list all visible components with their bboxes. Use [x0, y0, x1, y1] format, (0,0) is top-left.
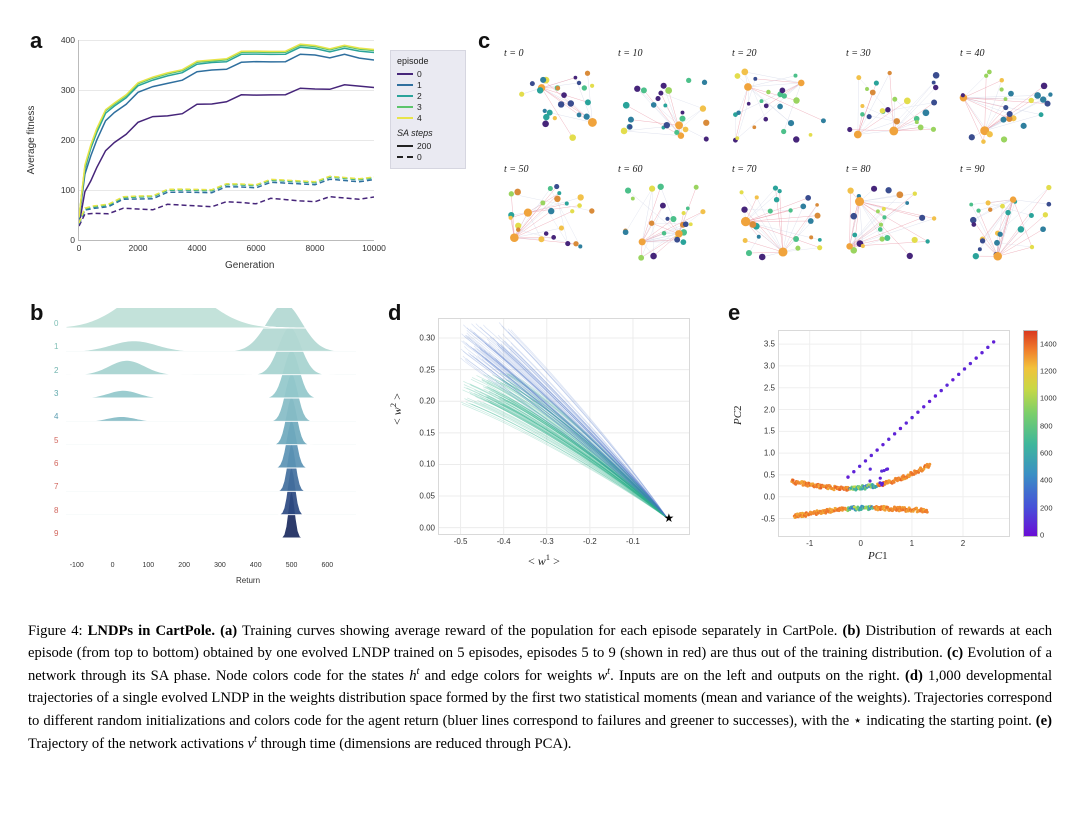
- panel-e-ytick: 1.5: [763, 426, 775, 436]
- panel-b-row-label: 4: [54, 412, 59, 422]
- legend-label: 3: [417, 102, 422, 112]
- legend-item-episode-1: [397, 80, 459, 90]
- panel-d-ytick: 0.20: [419, 396, 435, 406]
- colorbar-tick: 0: [1040, 530, 1045, 540]
- panel-a-ytick: 100: [60, 185, 75, 195]
- panel-e-ytick: 3.0: [763, 361, 775, 371]
- network-graph: [726, 62, 832, 150]
- panel-b-xlabel: Return: [236, 576, 261, 585]
- network-frame: [840, 164, 946, 268]
- panel-b-xtick: -100: [69, 562, 84, 569]
- network-graph: [840, 178, 946, 266]
- panel-a-ytick: 300: [60, 85, 75, 95]
- legend-title-sa-steps: SA steps: [397, 128, 433, 138]
- panel-b-row-label: 7: [54, 482, 59, 492]
- panel-b-row-label: 5: [54, 435, 59, 445]
- panel-b-plot: [54, 308, 356, 585]
- panel-b-xtick: 200: [178, 562, 190, 569]
- colorbar-tick: 800: [1040, 421, 1053, 431]
- panel-b-row-label: 0: [54, 319, 59, 328]
- legend-item-sa-0: [397, 152, 459, 162]
- caption-label: Figure 4:: [28, 623, 83, 639]
- caption-c: (c) Evolution of a network through its SA phase. Node colors code for the states $h^t$ and edge colors for weights $w^t$. Inputs are on the left and outputs on the right.: [28, 645, 1052, 685]
- panel-d-ylabel: < $w^2$ >: [388, 393, 404, 425]
- panel-b-ridges: [66, 308, 356, 558]
- network-graph: [612, 62, 718, 150]
- legend-item-episode-0: [397, 69, 459, 79]
- panel-d-xtick: -0.3: [539, 537, 554, 546]
- figure-caption: [28, 620, 1052, 755]
- network-frame: [612, 48, 718, 152]
- colorbar-tick: 400: [1040, 475, 1053, 485]
- panel-b-row-label: 2: [54, 365, 59, 375]
- legend-label: 2: [417, 91, 422, 101]
- network-frame-label: t = 20: [732, 48, 757, 59]
- panel-a-ylabel: Average fitness: [26, 105, 37, 175]
- panel-d-ytick: 0.25: [419, 365, 435, 375]
- colorbar-tick: 600: [1040, 448, 1053, 458]
- panel-e-ytick: 2.5: [763, 383, 775, 393]
- panel-e-letter: e: [728, 300, 741, 325]
- panel-e-ytick: 0.5: [763, 470, 775, 480]
- panel-e-ytick: -0.5: [761, 514, 775, 524]
- legend-item-episode-3: [397, 102, 459, 112]
- legend-label: 0: [417, 152, 422, 162]
- caption-a: (a) Training curves showing average reward of the population for each episode separately in CartPole.: [220, 623, 838, 639]
- network-graph: [840, 62, 946, 150]
- colorbar-tick: 200: [1040, 503, 1053, 513]
- network-frame-label: t = 90: [960, 164, 985, 175]
- network-frame: [726, 164, 832, 268]
- network-frame-label: t = 80: [846, 164, 871, 175]
- network-frame: [726, 48, 832, 152]
- panel-d: [378, 300, 708, 595]
- panel-a-xtick: 2000: [128, 243, 148, 253]
- network-frame: [498, 48, 604, 152]
- network-graph: [498, 62, 604, 150]
- panel-a: [20, 28, 460, 278]
- panel-d-ytick: 0.15: [419, 428, 435, 438]
- panel-a-ytick: 400: [60, 35, 75, 45]
- panel-b-xtick: 300: [214, 562, 226, 569]
- panel-b-xtick: 100: [142, 562, 155, 569]
- panel-d-letter: d: [388, 300, 402, 325]
- panel-e-ylabel: PC2: [732, 405, 744, 425]
- network-frame-label: t = 50: [504, 164, 529, 175]
- panel-e-xtick: 1: [909, 539, 915, 548]
- panel-d-ytick: 0.00: [419, 523, 435, 533]
- network-frame-label: t = 10: [618, 48, 643, 59]
- panel-d-xtick: -0.5: [453, 537, 468, 546]
- legend-swatch: [397, 84, 413, 87]
- network-graph: [954, 62, 1060, 150]
- panel-d-xlabel: < $w^1$ >: [528, 552, 560, 568]
- panel-a-plot: [60, 35, 386, 253]
- legend-label: 200: [417, 141, 432, 151]
- colorbar-tick: 1200: [1040, 366, 1057, 376]
- panel-d-ytick: 0.30: [419, 333, 435, 343]
- panel-a-ytick: 0: [70, 235, 75, 245]
- panel-d-plot: [419, 318, 690, 546]
- legend-item-episode-2: [397, 91, 459, 101]
- panel-a-xtick: 10000: [362, 243, 386, 253]
- panel-b-row-label: 6: [54, 459, 59, 468]
- network-graph: [612, 178, 718, 266]
- panel-a-ytick: 200: [60, 135, 75, 145]
- network-frame: [612, 164, 718, 268]
- panel-e-plot: [761, 330, 1010, 548]
- panel-a-xtick: 0: [76, 243, 82, 253]
- network-frame: [954, 48, 1060, 152]
- panel-d-ytick: 0.05: [419, 491, 435, 501]
- panel-a-letter: a: [30, 28, 43, 53]
- legend-label: 0: [417, 69, 422, 79]
- panel-b-xtick: 500: [285, 562, 298, 569]
- network-frame-label: t = 70: [732, 164, 757, 175]
- panel-e-ytick: 2.0: [763, 405, 775, 414]
- caption-e: (e) Trajectory of the network activations $v^t$ through time (dimensions are reduced through PCA).: [28, 712, 1052, 752]
- panel-d-xtick: -0.1: [626, 537, 640, 546]
- legend-label: 4: [417, 113, 422, 123]
- panel-a-legend: [390, 50, 466, 169]
- network-frame-label: t = 60: [618, 164, 643, 175]
- legend-swatch: [397, 95, 413, 98]
- legend-swatch: [397, 156, 413, 158]
- panel-e-xlabel: PC1: [868, 550, 888, 562]
- panel-e-xtick: 2: [960, 539, 966, 548]
- network-frame: [954, 164, 1060, 268]
- panel-b-row-label: 3: [54, 389, 59, 398]
- panel-e-ytick: 1.0: [763, 448, 775, 458]
- panel-e-ytick: 3.5: [763, 339, 775, 349]
- network-graph: [726, 178, 832, 266]
- network-frame: [840, 48, 946, 152]
- network-frame-label: t = 0: [504, 48, 524, 59]
- panel-b-row-label: 9: [54, 529, 59, 538]
- network-graph: [954, 178, 1060, 266]
- network-graph: [498, 178, 604, 266]
- panel-a-xtick: 6000: [246, 243, 266, 253]
- network-frame-label: t = 30: [846, 48, 871, 59]
- panel-d-trajectories: [439, 319, 689, 534]
- panel-e-colorbar: [1023, 330, 1038, 537]
- panel-e-ytick: 0.0: [763, 492, 775, 502]
- panel-b-letter: b: [30, 300, 44, 325]
- panel-c-letter: c: [478, 28, 491, 53]
- panel-a-xtick: 8000: [305, 243, 325, 253]
- legend-title-episode: episode: [397, 56, 429, 66]
- colorbar-tick: 1400: [1040, 339, 1057, 349]
- panel-e-xtick: -1: [806, 539, 814, 548]
- caption-title: LNDPs in CartPole.: [87, 623, 216, 639]
- legend-item-sa-200: [397, 141, 459, 151]
- panel-b-xtick: 400: [249, 562, 262, 569]
- legend-item-episode-4: [397, 113, 459, 123]
- panel-a-xlabel: Generation: [225, 260, 275, 271]
- svg-text:★: ★: [663, 511, 675, 526]
- legend-swatch: [397, 73, 413, 76]
- panel-b-row-label: 1: [54, 342, 59, 352]
- panel-b-xtick: 0: [110, 562, 115, 569]
- panel-b-xtick: 600: [321, 562, 334, 569]
- colorbar-tick: 1000: [1040, 393, 1057, 403]
- panel-a-xtick: 4000: [187, 243, 207, 253]
- panel-b: [20, 300, 360, 595]
- caption-b: (b) Distribution of rewards at each episode (from top to bottom) obtained by one evolved LNDP trained on 5 episodes, episodes 5 to 9 (shown in red) are thus out of the training distribution.: [28, 623, 1053, 662]
- panel-a-lines: [79, 40, 374, 240]
- panel-d-xtick: -0.4: [496, 537, 511, 546]
- network-frame-label: t = 40: [960, 48, 985, 59]
- panel-c-grid: [498, 48, 1068, 278]
- panel-d-ytick: 0.10: [419, 459, 435, 469]
- legend-swatch: [397, 106, 413, 109]
- panel-e-scatter: [779, 331, 1009, 536]
- panel-b-row-label: 8: [54, 505, 59, 515]
- legend-swatch: [397, 145, 413, 148]
- panel-e-xtick: 0: [858, 539, 863, 548]
- legend-swatch: [397, 117, 413, 120]
- panel-c: [478, 28, 1068, 284]
- panel-d-xtick: -0.2: [582, 537, 597, 546]
- legend-label: 1: [417, 80, 422, 90]
- caption-d: (d) 1,000 developmental trajectories of a single evolved LNDP in the weights distribution space formed by the first two statistical moments (mean and variance of the weights). Trajectories correspond to different random initializations and colors code for the agent return (bluer lines correspond to failures and greener to successes), with the ⋆ indicating the starting point.: [28, 668, 1053, 729]
- panel-e: [718, 300, 1068, 595]
- network-frame: [498, 164, 604, 268]
